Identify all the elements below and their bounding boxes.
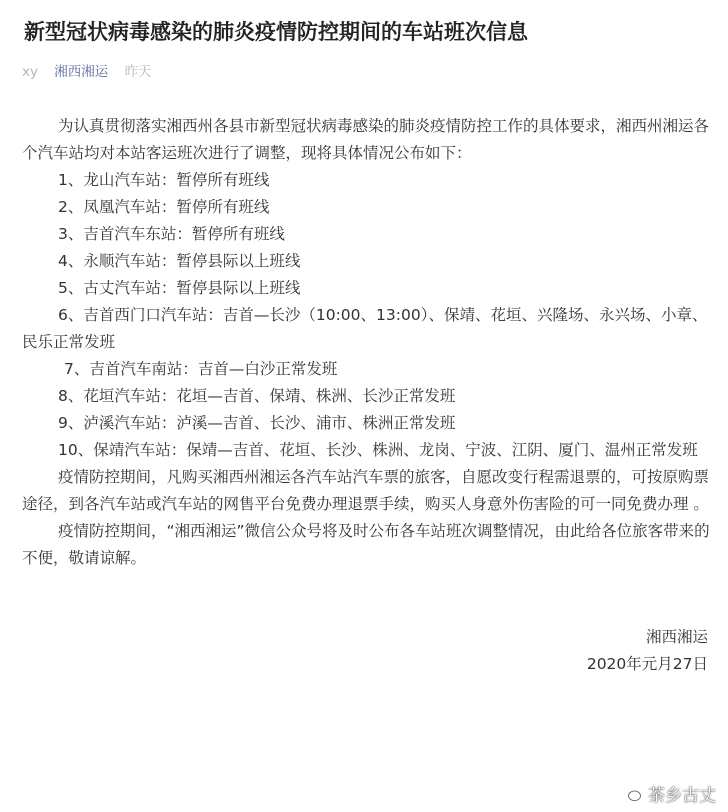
- article-title: 新型冠状病毒感染的肺炎疫情防控期间的车站班次信息: [24, 20, 528, 44]
- article-meta: [22, 62, 164, 82]
- intro-paragraph: 为认真贯彻落实湘西州各县市新型冠状病毒感染的肺炎疫情防控工作的具体要求，湘西州湘运各个汽车站均对本站客运班次进行了调整，现将具体情况公布如下：: [22, 117, 710, 162]
- list-item: 2、凤凰汽车站：暂停所有班线: [58, 198, 270, 216]
- watermark-text: 茶乡古丈: [648, 786, 716, 806]
- refund-paragraph: 疫情防控期间，凡购买湘西州湘运各汽车站汽车票的旅客，自愿改变行程需退票的，可按原购票途径，到各汽车站或汽车站的网售平台免费办理退票手续，购买人身意外伤害险的可一同免费办理 。: [22, 468, 710, 513]
- list-item: 3、吉首汽车东站：暂停所有班线: [58, 225, 285, 243]
- list-item: 4、永顺汽车站：暂停县际以上班线: [58, 252, 301, 270]
- signature-date: 2020年元月27日: [586, 655, 708, 673]
- list-item: 1、龙山汽车站：暂停所有班线: [58, 171, 270, 189]
- account-link[interactable]: 湘西湘运: [54, 64, 109, 80]
- notice-paragraph: 疫情防控期间，“湘西湘运”微信公众号将及时公布各车站班次调整情况，由此给各位旅客带来的不便，敬请谅解。: [22, 522, 710, 567]
- spacer: [22, 598, 712, 624]
- list-item: 7、吉首汽车南站：吉首—白沙正常发班: [64, 360, 338, 378]
- article-body: [22, 113, 712, 678]
- publish-time: 昨天: [124, 64, 152, 80]
- signature: 湘西湘运: [645, 628, 708, 646]
- list-item: 9、泸溪汽车站：泸溪—吉首、长沙、浦市、株洲正常发班: [58, 414, 456, 432]
- spacer: [22, 572, 712, 598]
- list-item: 6、吉首西门口汽车站：吉首—长沙（10:00、13:00）、保靖、花垣、兴隆场、永兴场、小章、民乐正常发班: [22, 306, 708, 351]
- list-item: 8、花垣汽车站：花垣—吉首、保靖、株洲、长沙正常发班: [58, 387, 456, 405]
- list-item: 5、古丈汽车站：暂停县际以上班线: [58, 279, 301, 297]
- author-name: xy: [22, 64, 38, 80]
- list-item: 10、保靖汽车站：保靖—吉首、花垣、长沙、株洲、龙岗、宁波、江阴、厦门、温州正常发班: [58, 441, 698, 459]
- wechat-icon: [620, 784, 642, 803]
- watermark: [620, 781, 716, 806]
